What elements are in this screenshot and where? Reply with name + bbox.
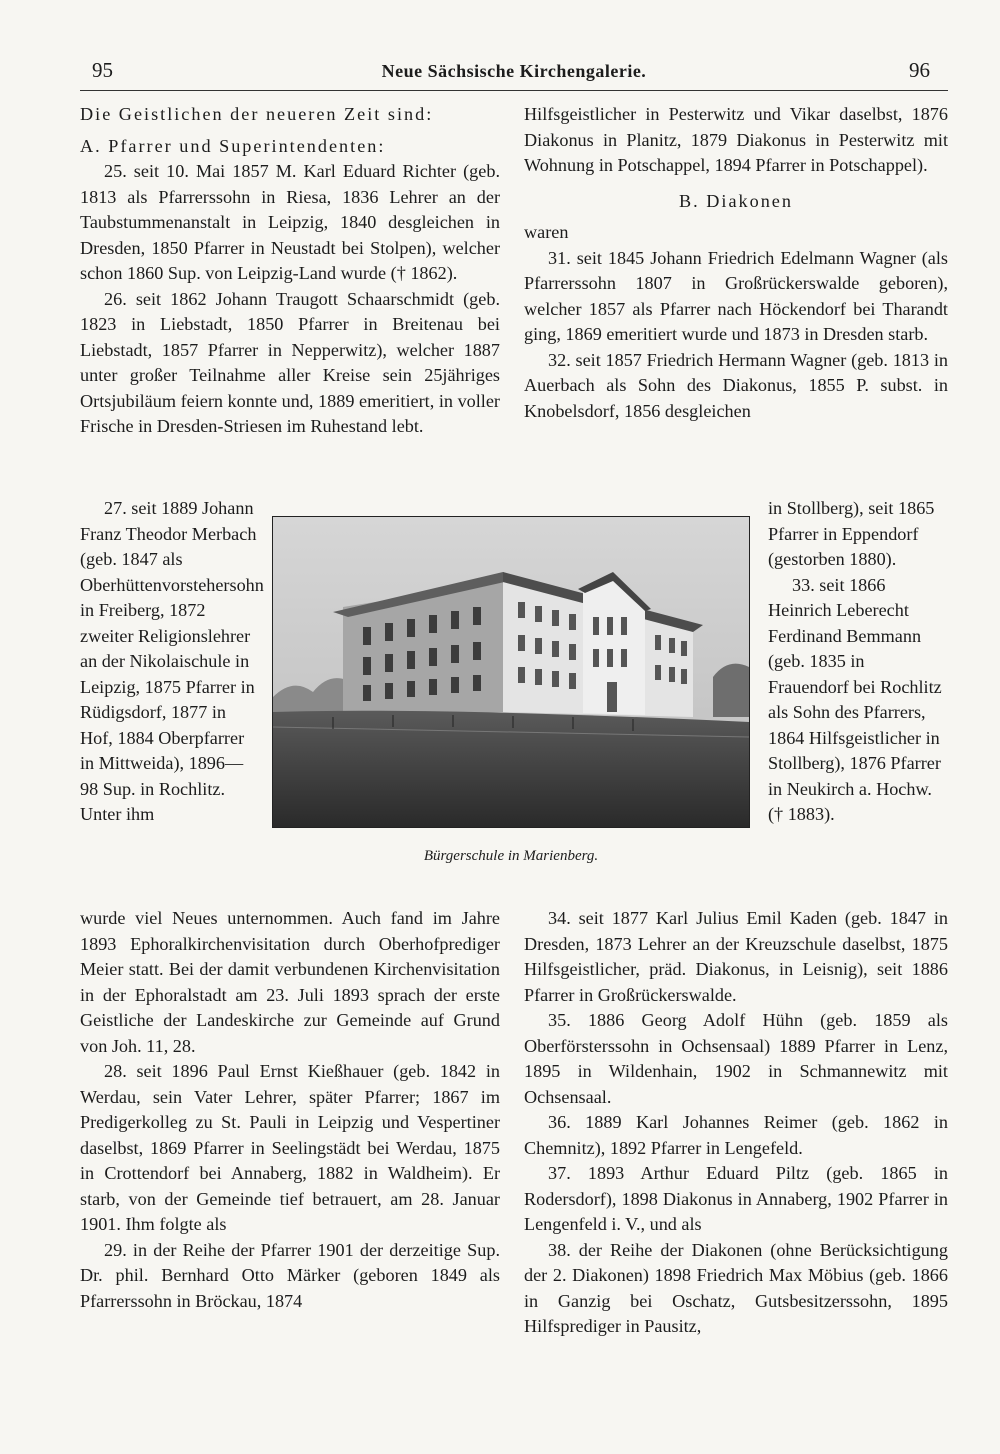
- page-number-left: 95: [92, 58, 113, 82]
- left-column-bottom: [80, 906, 500, 1314]
- entry-33: 33. seit 1866 Heinrich Leberecht Ferdinand Bemmann (geb. 1835 in Frauendorf bei Rochlitz als Sohn des Pfarrers, 1864 Hilfsgeistlicher in Stollberg), 1876 Pfarrer in Neukirch a. Hochw. († 1883).: [768, 574, 942, 824]
- entry-29-continued: Hilfsgeistlicher in Pesterwitz und Vikar daselbst, 1876 Diakonus in Planitz, 1879 Diakonus in Pesterwitz mit Wohnung in Potschappel, 1894 Pfarrer in Potschappel).: [524, 104, 948, 175]
- page-header: [80, 56, 948, 91]
- left-column-beside-figure: [80, 496, 264, 828]
- entry-27: 27. seit 1889 Johann Franz Theodor Merbach (geb. 1847 als Oberhüttenvorstehersohn in Freiberg, 1872 zweiter Religionslehrer an der Nikolaischule in Leipzig, 1875 Pfarrer in Rüdigsdorf, 1877 in Hof, 1884 Oberpfarrer in Mittweida), 1896—98 Sup. in Rochlitz. Unter ihm: [80, 498, 264, 824]
- entry-28: 28. seit 1896 Paul Ernst Kießhauer (geb. 1842 in Werdau, sein Vater Lehrer, später Pfarrer; 1867 im Predigerkolleg zu St. Pauli in Leipzig und Vespertiner daselbst, 1869 Pfarrer in Seelingstädt bei Werdau, 1875 in Crottendorf bei Annaberg, 1882 in Waldheim). Er starb, von der Gemeinde tief betrauert, am 28. Januar 1901. Ihm folgte als: [80, 1061, 500, 1234]
- entry-31: 31. seit 1845 Johann Friedrich Edelmann Wagner (als Pfarrerssohn 1807 in Großrückerswalde geboren), welcher 1857 als Pfarrer nach Höckendorf bei Tharandt ging, 1869 emeritiert wurde und 1873 in Dresden starb.: [524, 247, 948, 344]
- entry-29: 29. in der Reihe der Pfarrer 1901 der derzeitige Sup. Dr. phil. Bernhard Otto Märker (geboren 1849 als Pfarrerssohn in Bröckau, 1874: [80, 1239, 500, 1311]
- entry-32-continued: in Stollberg), seit 1865 Pfarrer in Eppendorf (gestorben 1880).: [768, 498, 935, 569]
- right-column-beside-figure: [768, 496, 948, 828]
- page-number-right: 96: [909, 58, 930, 82]
- running-title: Neue Sächsische Kirchengalerie.: [381, 61, 647, 81]
- entry-32: 32. seit 1857 Friedrich Hermann Wagner (geb. 1813 in Auerbach als Sohn des Diakonus, 1855 P. subst. in Knobelsdorf, 1856 desgleichen: [524, 349, 948, 421]
- entry-35: 35. 1886 Georg Adolf Hühn (geb. 1859 als Oberförsterssohn in Ochsensaal) 1889 Pfarrer in Lenz, 1895 in Wildenhain, 1902 in Schmannewitz mit Ochsensaal.: [524, 1010, 948, 1107]
- entry-36: 36. 1889 Karl Johannes Reimer (geb. 1862 in Chemnitz), 1892 Pfarrer in Lengefeld.: [524, 1112, 948, 1158]
- left-column-top: [80, 102, 500, 440]
- entry-25: 25. seit 10. Mai 1857 M. Karl Eduard Richter (geb. 1813 als Pfarrerssohn in Riesa, 1836 Lehrer an der Taubstummenanstalt in Leipzig, 1840 desgleichen in Dresden, 1850 Pfarrer in Neustadt bei Stolpen), welcher schon 1860 Sup. von Leipzig-Land wurde († 1862).: [80, 161, 500, 283]
- section-b-heading: B. Diakonen: [679, 190, 793, 211]
- school-building-photo: [272, 516, 750, 828]
- entry-38: 38. der Reihe der Diakonen (ohne Berücksichtigung der 2. Diakonen) 1898 Friedrich Max Möbius (geb. 1866 in Ganzig bei Oschatz, Gutsbesitzerssohn, 1895 Hilfsprediger in Pausitz,: [524, 1239, 948, 1336]
- right-column-top: [524, 102, 948, 424]
- right-column-bottom: [524, 906, 948, 1340]
- waren-line: waren: [524, 222, 569, 242]
- building-illustration: [273, 517, 749, 827]
- figure-caption: Bürgerschule in Marienberg.: [423, 848, 599, 864]
- entry-27-continued: wurde viel Neues unternommen. Auch fand im Jahre 1893 Ephoralkirchenvisitation durch Oberhofprediger Meier statt. Bei der damit verbundenen Kirchenvisitation in der Ephoralstadt am 23. Juli 1893 sprach der erste Geistliche der Landeskirche zur Gemeinde auf Grund von Joh. 11, 28.: [80, 908, 500, 1056]
- intro-line: Die Geistlichen der neueren Zeit sind:: [80, 104, 434, 124]
- entry-34: 34. seit 1877 Karl Julius Emil Kaden (geb. 1847 in Dresden, 1873 Lehrer an der Kreuzschule daselbst, 1875 Hilfsgeistlicher, präd. Diakonus, in Leisnig), seit 1886 Pfarrer in Großrückerswalde.: [524, 908, 948, 1005]
- section-a-heading: A. Pfarrer und Superintendenten:: [80, 135, 386, 156]
- entry-37: 37. 1893 Arthur Eduard Piltz (geb. 1865 in Rodersdorf), 1898 Diakonus in Annaberg, 1902 Pfarrer in Lengenfeld i. V., und als: [524, 1163, 948, 1234]
- entry-26: 26. seit 1862 Johann Traugott Schaarschmidt (geb. 1823 in Liebstadt, 1850 Pfarrer in Breitenau bei Liebstadt, 1857 Pfarrer in Nepperwitz), welcher 1887 unter großer Teilnahme aller Kreise sein 25jähriges Ortsjubiläum feiern konnte und, 1889 emeritiert, in voller Frische in Dresden-Striesen im Ruhestand lebt.: [80, 288, 500, 436]
